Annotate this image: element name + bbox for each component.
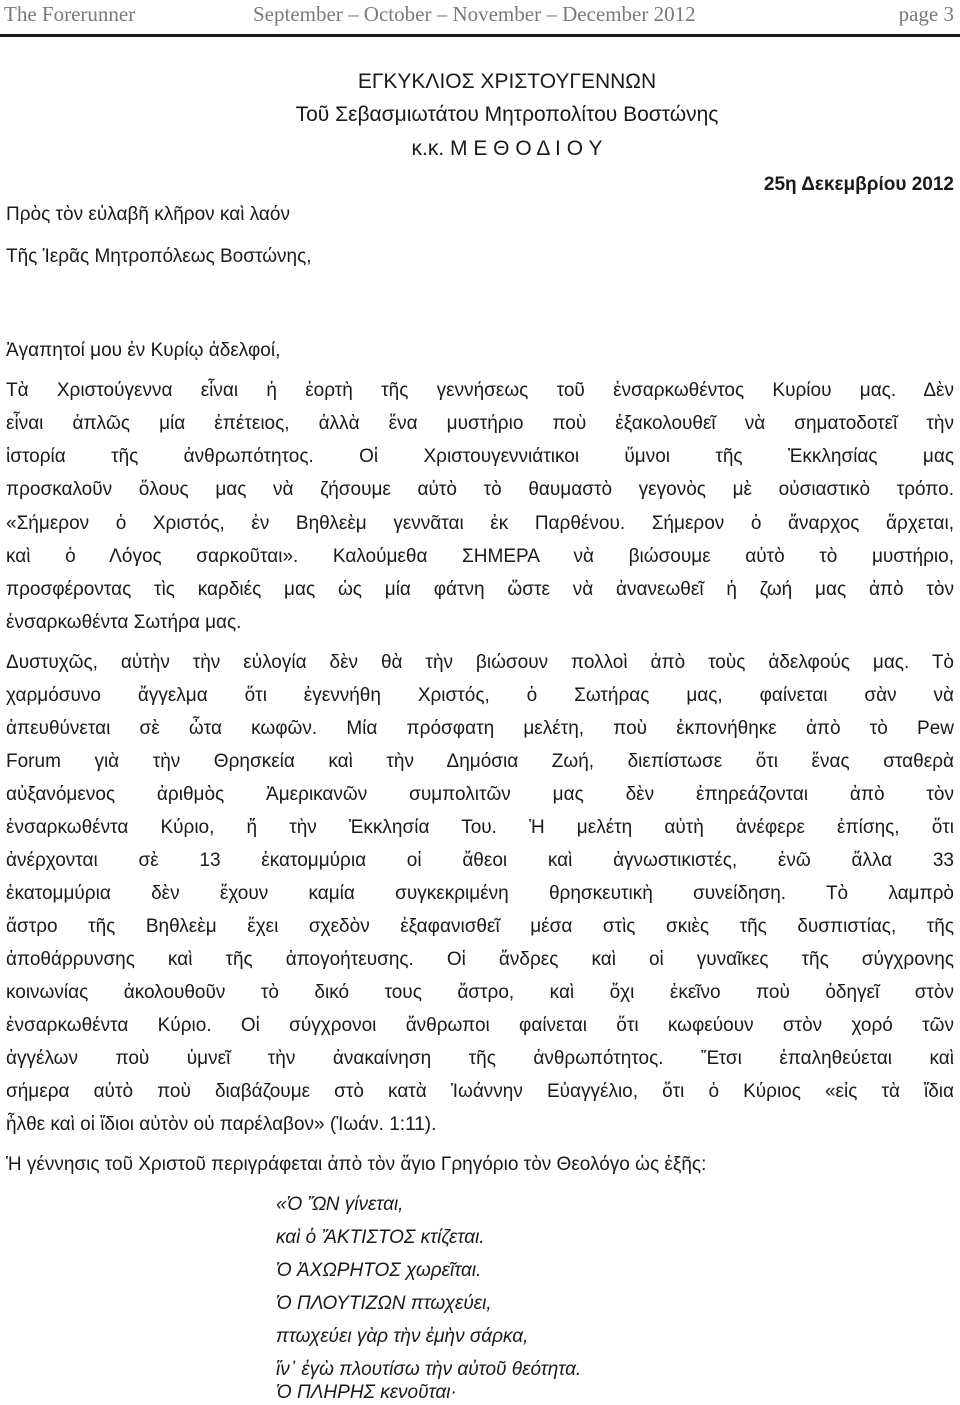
text-line: αὐξανόμενος ἀριθμὸς Ἀμερικανῶν συμπολιτῶν μας δὲν ἐπηρεάζονται ἀπὸ τὸν bbox=[6, 784, 954, 805]
text-line: προσφέροντας τὶς καρδιές μας ὡς μία φάτνη ὥστε νὰ ἀνανεωθεῖ ἡ ζωή μας ἀπὸ τὸν bbox=[6, 579, 954, 600]
letter-date: 25η Δεκεμβρίου 2012 bbox=[763, 174, 954, 195]
quote-line: Ὁ ΠΛΗΡΗΣ κενοῦται· bbox=[276, 1382, 457, 1403]
running-header bbox=[0, 0, 960, 37]
text-line: ἐνσαρκωθέντα Σωτήρα μας. bbox=[6, 612, 242, 633]
text-line: Forum γιὰ τὴν Θρησκεία καὶ τὴν Δημόσια Ζωή, διεπίστωσε ὅτι ἕνας σταθερὰ bbox=[6, 751, 954, 772]
quote-line: Ὁ ΠΛΟΥΤΙΖΩΝ πτωχεύει, bbox=[276, 1293, 492, 1314]
text-line: ἀνέρχονται σὲ 13 ἑκατομμύρια οἱ ἄθεοι καὶ ἀγνωστικιστές, ἐνῶ ἄλλα 33 bbox=[6, 850, 954, 871]
text-line: σήμερα αὐτὸ ποὺ διαβάζουμε στὸ κατὰ Ἰωάννην Εὐαγγέλιο, ὅτι ὁ Κύριος «εἰς τὰ ἴδια bbox=[6, 1081, 954, 1102]
paragraph-3: Ἡ γέννησις τοῦ Χριστοῦ περιγράφεται ἀπὸ τὸν ἅγιο Γρηγόριο τὸν Θεολόγο ὡς ἑξῆς: bbox=[6, 1154, 707, 1175]
address-line-1: Πρὸς τὸν εὐλαβῆ κλῆρον καὶ λαόν bbox=[6, 204, 290, 225]
quote-line: καὶ ὁ ἌΚΤΙΣΤΟΣ κτίζεται. bbox=[276, 1227, 485, 1248]
text-line: ἀπευθύνεται σὲ ὦτα κωφῶν. Μία πρόσφατη μελέτη, ποὺ ἐκπονήθηκε ἀπὸ τὸ Pew bbox=[6, 718, 954, 739]
issue-dates: September – October – November – December 2012 bbox=[253, 2, 696, 26]
quote-line: «Ὁ ὬΝ γίνεται, bbox=[276, 1194, 404, 1215]
quote-line: πτωχεύει γὰρ τὴν ἐμὴν σάρκα, bbox=[276, 1326, 529, 1347]
text-line: «Σήμερον ὁ Χριστός, ἐν Βηθλεὲμ γεννᾶται ἐκ Παρθένου. Σήμερον ὁ ἄναρχος ἄρχεται, bbox=[6, 513, 954, 534]
encyclical-title: ΕΓΚΥΚΛΙΟΣ ΧΡΙΣΤΟΥΓΕΝΝΩΝ bbox=[357, 70, 657, 93]
quote-line: ἵν᾽ ἐγὼ πλουτίσω τὴν αὐτοῦ θεότητα. bbox=[276, 1359, 582, 1380]
publication-name: The Forerunner bbox=[4, 2, 136, 26]
text-line: Τὰ Χριστούγεννα εἶναι ἡ ἑορτὴ τῆς γεννήσεως τοῦ ἐνσαρκωθέντος Κυρίου μας. Δὲν bbox=[6, 380, 954, 401]
metropolitan-name: κ.κ. Μ Ε Θ Ο Δ Ι Ο Υ bbox=[411, 137, 603, 160]
salutation: Ἀγαπητοί μου ἐν Κυρίῳ ἀδελφοί, bbox=[6, 340, 281, 361]
text-line: ἑκατομμύρια δὲν ἔχουν καμία συγκεκριμένη θρησκευτικὴ συνείδηση. Τὸ λαμπρὸ bbox=[6, 883, 954, 904]
text-line: προσκαλοῦν ὅλους μας νὰ ζήσουμε αὐτὸ τὸ θαυμαστὸ γεγονὸς μὲ οὐσιαστικὸ τρόπο. bbox=[6, 479, 954, 500]
text-line: ἄστρο τῆς Βηθλεὲμ ἔχει σχεδὸν ἐξαφανισθεῖ μέσα στὶς σκιὲς τῆς δυσπιστίας, τῆς bbox=[6, 916, 954, 937]
text-line: ἐνσαρκωθέντα Κύριο. Οἱ σύγχρονοι ἄνθρωποι φαίνεται ὅτι κωφεύουν στὸν χορό τῶν bbox=[6, 1015, 954, 1036]
text-line: καὶ ὁ Λόγος σαρκοῦται». Καλούμεθα ΣΗΜΕΡΑ νὰ βιώσουμε αὐτὸ τὸ μυστήριο, bbox=[6, 546, 954, 567]
text-line: εἶναι ἁπλῶς μία ἐπέτειος, ἀλλὰ ἕνα μυστήριο ποὺ ἐξακολουθεῖ νὰ σηματοδοτεῖ τὴν bbox=[6, 413, 954, 434]
text-line: ἐνσαρκωθέντα Κύριο, ἤ τὴν Ἐκκλησία Του. Ἡ μελέτη αὐτὴ ἀνέφερε ἐπίσης, ὅτι bbox=[6, 817, 954, 838]
text-line: ἱστορία τῆς ἀνθρωπότητος. Οἱ Χριστουγεννιάτικοι ὕμνοι τῆς Ἐκκλησίας μας bbox=[6, 446, 954, 467]
page-number: page 3 bbox=[898, 2, 954, 26]
text-line: ἦλθε καὶ οἱ ἴδιοι αὐτὸν οὐ παρέλαβον» (Ἰωάν. 1:11). bbox=[6, 1114, 437, 1135]
text-line: Δυστυχῶς, αὐτὴν τὴν εὐλογία δὲν θὰ τὴν βιώσουν πολλοὶ ἀπὸ τοὺς ἀδελφούς μας. Τὸ bbox=[6, 652, 954, 673]
address-line-2: Τῆς Ἱερᾶς Μητροπόλεως Βοστώνης, bbox=[6, 246, 312, 267]
text-line: κοινωνίας ἀκολουθοῦν τὸ δικό τους ἄστρο, καὶ ὄχι ἐκεῖνο ποὺ ὁδηγεῖ στὸν bbox=[6, 982, 954, 1003]
text-line: ἀποθάρρυνσης καὶ τῆς ἀπογοήτευσης. Οἱ ἄνδρες καὶ οἱ γυναῖκες τῆς σύγχρονης bbox=[6, 949, 954, 970]
quote-line: Ὁ ἈΧΩΡΗΤΟΣ χωρεῖται. bbox=[276, 1260, 482, 1281]
text-line: ἀγγέλων ποὺ ὑμνεῖ τὴν ἀνακαίνηση τῆς ἀνθρωπότητος. Ἔτσι ἐπαληθεύεται καὶ bbox=[6, 1048, 954, 1069]
metropolitan-title: Τοῦ Σεβασμιωτάτου Μητροπολίτου Βοστώνης bbox=[295, 103, 719, 126]
text-line: χαρμόσυνο ἄγγελμα ὅτι ἐγεννήθη Χριστός, ὁ Σωτήρας μας, φαίνεται σὰν νὰ bbox=[6, 685, 954, 706]
